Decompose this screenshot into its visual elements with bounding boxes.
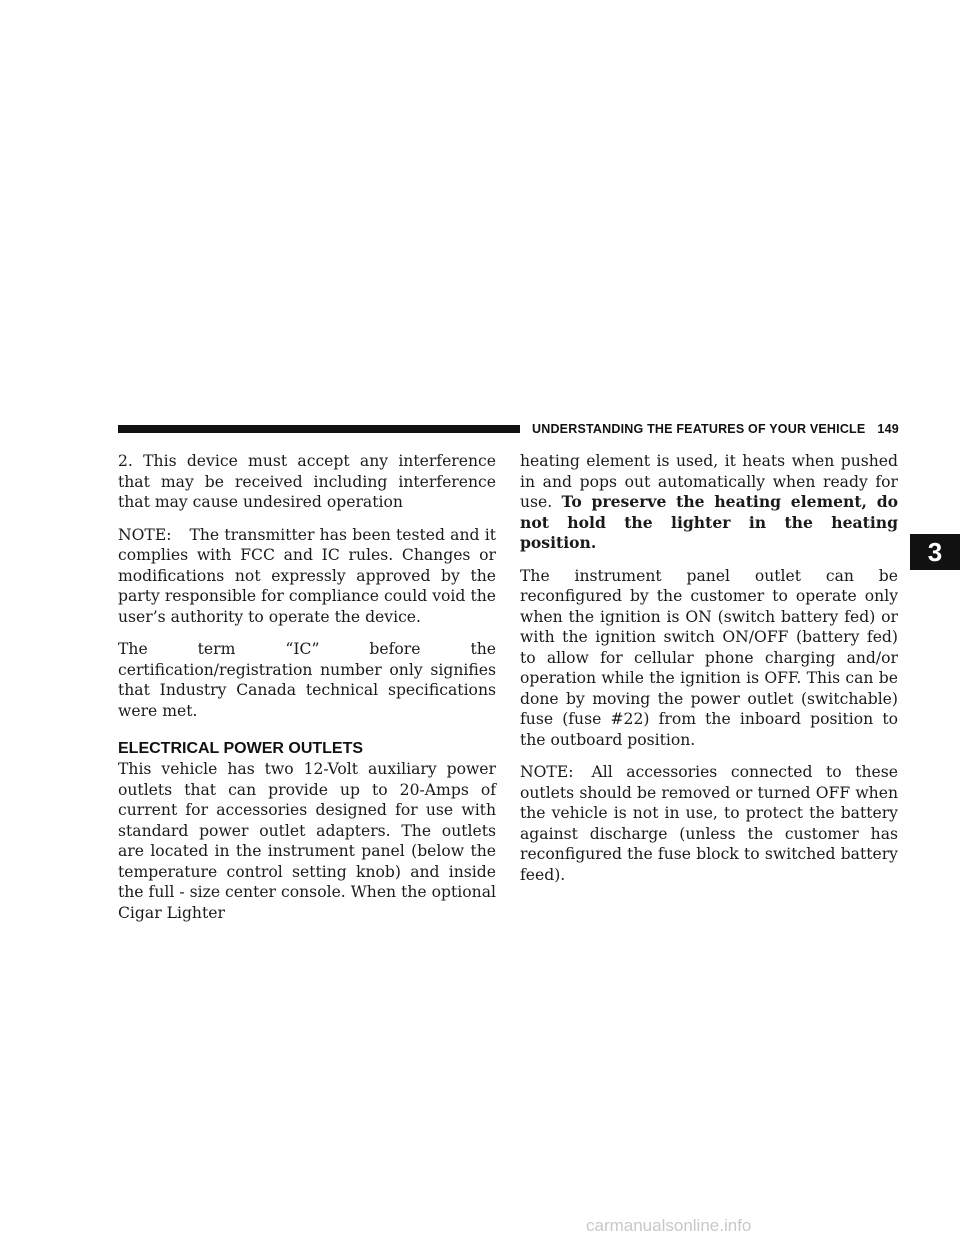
paragraph-device-interference: 2. This device must accept any interference that may be received including interference that may cause undesired operation	[118, 452, 496, 511]
right-column	[520, 451, 898, 897]
paragraph-heating-element	[520, 451, 898, 554]
note-label: NOTE:	[520, 763, 574, 781]
paragraph-power-outlets: This vehicle has two 12-Volt auxiliary power outlets that can provide up to 20-Amps of current for accessories designed for use with standard power outlet adapters. The outlets are located in the instrument panel (below the temperature control setting knob) and inside the full - size center console. When the optional Cigar Lighter	[118, 760, 496, 922]
section-heading: ELECTRICAL POWER OUTLETS	[118, 740, 364, 757]
note-text: The transmitter has been tested and it complies with FCC and IC rules. Changes or modifications not expressly approved by the party responsible for compliance could void the user’s authority to operate the device.	[118, 525, 496, 626]
page-number: 149	[877, 422, 899, 436]
heating-text: heating element is used, it heats when pushed in and pops out automatically when ready for use.	[520, 452, 898, 511]
paragraph-ic-term: The term “IC” before the certification/registration number only signifies that Industry Canada technical specifications were met.	[118, 640, 496, 720]
note-transmitter	[118, 525, 496, 628]
heating-warning: To preserve the heating element, do not hold the lighter in the heating position.	[520, 492, 898, 552]
note-accessories	[520, 762, 898, 885]
note-label: NOTE:	[118, 525, 172, 544]
section-title: UNDERSTANDING THE FEATURES OF YOUR VEHICLE	[532, 422, 866, 436]
chapter-tab: 3	[910, 534, 960, 570]
running-header	[532, 422, 899, 436]
watermark: carmanualsonline.info	[586, 1216, 752, 1235]
left-column	[118, 451, 496, 935]
paragraph-reconfigure-outlet: The instrument panel outlet can be reconfigured by the customer to operate only when the ignition is ON (switch battery fed) or with the ignition switch ON/OFF (battery fed) to allow for cellular phone charging and/or operation while the ignition is OFF. This can be done by moving the power outlet (switchable) fuse (fuse #22) from the inboard position to the outboard position.	[520, 566, 898, 749]
note-text: All accessories connected to these outlets should be removed or turned OFF when the vehicle is not in use, to protect the battery against discharge (unless the customer has reconfigured the fuse block to switched battery feed).	[520, 763, 898, 884]
header-rule	[118, 425, 520, 433]
